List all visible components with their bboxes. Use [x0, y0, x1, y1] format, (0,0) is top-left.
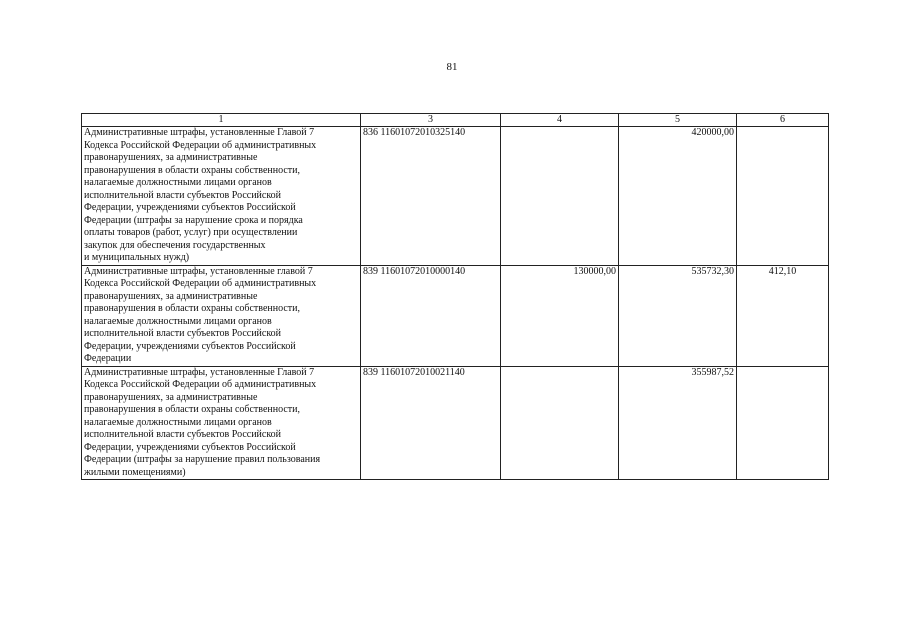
header-col-3: 3	[361, 114, 501, 127]
row-col4-cell: 130000,00	[501, 265, 619, 366]
header-col-6: 6	[737, 114, 829, 127]
row-code-cell: 839 11601072010000140	[361, 265, 501, 366]
row-col4-cell	[501, 366, 619, 480]
header-col-5: 5	[619, 114, 737, 127]
page-number: 81	[446, 61, 458, 73]
row-col6-cell	[737, 366, 829, 480]
table-row	[82, 127, 829, 266]
header-col-1: 1	[82, 114, 361, 127]
table-header-row	[82, 114, 829, 127]
row-col6-cell: 412,10	[737, 265, 829, 366]
row-name-cell: Административные штрафы, установленные Главой 7 Кодекса Российской Федерации об административных правонарушениях, за административные правонарушения в области охраны собственности, налагаемые должностными лицами органов исполнительной власти субъектов Российской Федерации, учреждениями субъектов Российской Федерации (штрафы за нарушение правил пользования жилыми помещениями)	[82, 366, 361, 480]
row-name-cell: Административные штрафы, установленные Главой 7 Кодекса Российской Федерации об административных правонарушениях, за административные правонарушения в области охраны собственности, налагаемые должностными лицами органов исполнительной власти субъектов Российской Федерации, учреждениями субъектов Российской Федерации (штрафы за нарушение срока и порядка оплаты товаров (работ, услуг) при осуществлении закупок для обеспечения государственных и муниципальных нужд)	[82, 127, 361, 266]
row-col5-cell: 355987,52	[619, 366, 737, 480]
row-name-cell: Административные штрафы, установленные главой 7 Кодекса Российской Федерации об административных правонарушениях, за административные правонарушения в области охраны собственности, налагаемые должностными лицами органов исполнительной власти субъектов Российской Федерации, учреждениями субъектов Российской Федерации	[82, 265, 361, 366]
row-col5-cell: 535732,30	[619, 265, 737, 366]
budget-revenue-table	[81, 113, 829, 480]
row-code-cell: 839 11601072010021140	[361, 366, 501, 480]
row-col4-cell	[501, 127, 619, 266]
table-row	[82, 366, 829, 480]
header-col-4: 4	[501, 114, 619, 127]
row-code-cell: 836 11601072010325140	[361, 127, 501, 266]
table-row	[82, 265, 829, 366]
row-col6-cell	[737, 127, 829, 266]
row-col5-cell: 420000,00	[619, 127, 737, 266]
